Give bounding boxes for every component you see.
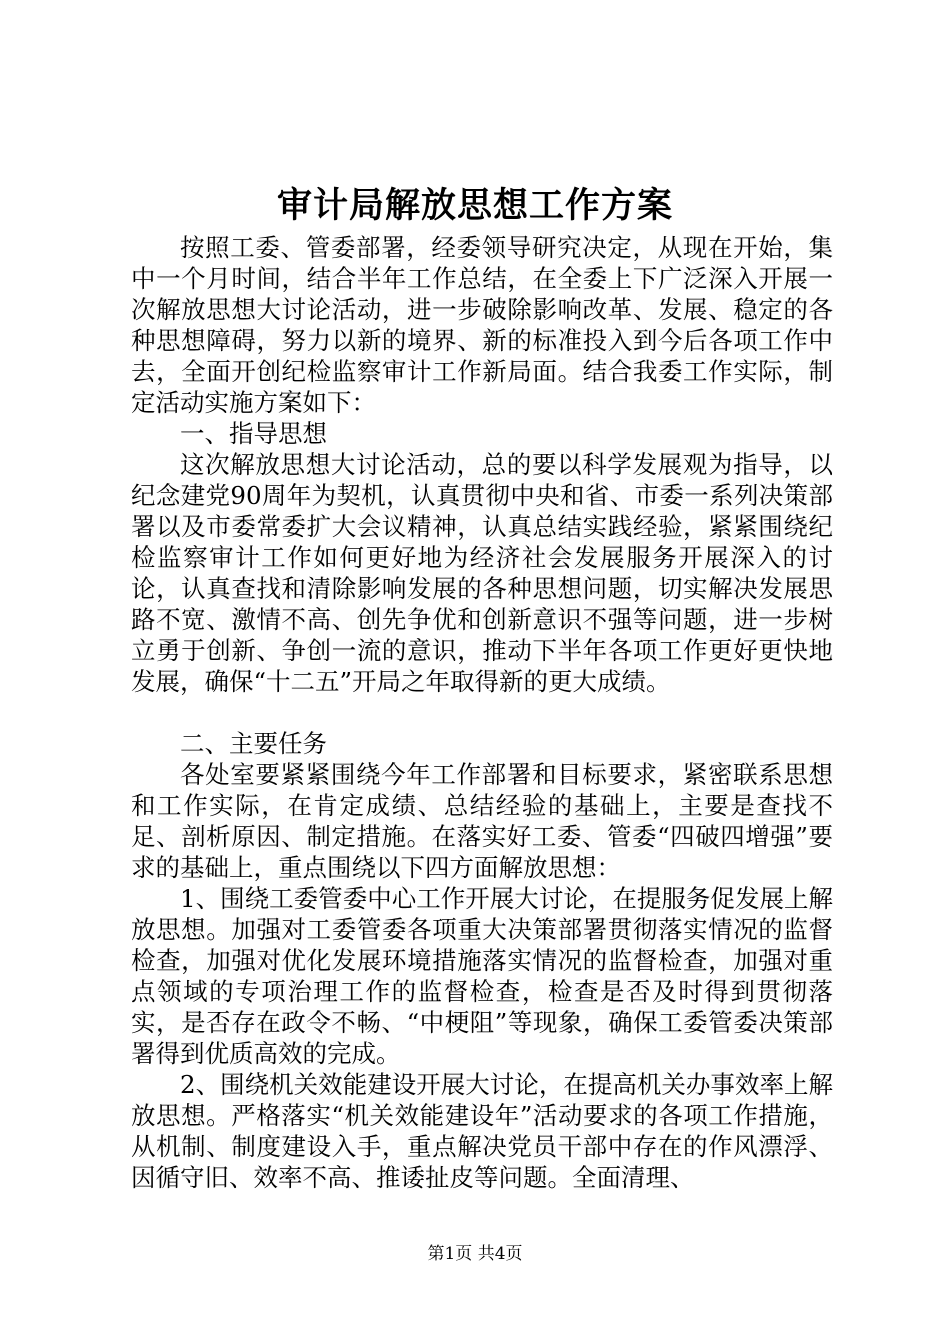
heading-guiding-thought: 一、指导思想 — [180, 419, 327, 448]
paragraph-task-1: 1、围绕工委管委中心工作开展大讨论，在提服务促发展上解放思想。加强对工委管委各项重大决策部署贯彻落实情况的监督检查，加强对优化发展环境措施落实情况的监督检查，加强对重点领域的专项治理工作的监督检查，检查是否及时得到贯彻落实，是否存在政令不畅、“中梗阻”等现象，确保工委管委决策部署得到优质高效的完成。 — [131, 884, 833, 1068]
document-body — [131, 232, 833, 1193]
paragraph-task-2: 2、围绕机关效能建设开展大讨论，在提高机关办事效率上解放思想。严格落实“机关效能建设年”活动要求的各项工作措施，从机制、制度建设入手，重点解决党员干部中存在的作风漂浮、因循守旧、效率不高、推诿扯皮等问题。全面清理、 — [131, 1070, 833, 1192]
paragraph-main-tasks: 各处室要紧紧围绕今年工作部署和目标要求，紧密联系思想和工作实际，在肯定成绩、总结经验的基础上，主要是查找不足、剖析原因、制定措施。在落实好工委、管委“四破四增强”要求的基础上，重点围绕以下四方面解放思想： — [131, 760, 833, 882]
heading-main-tasks: 二、主要任务 — [180, 729, 327, 758]
paragraph-gap — [131, 697, 833, 728]
document-title: 审计局解放思想工作方案 — [276, 185, 673, 226]
paragraph-intro: 按照工委、管委部署，经委领导研究决定，从现在开始，集中一个月时间，结合半年工作总结，在全委上下广泛深入开展一次解放思想大讨论活动，进一步破除影响改革、发展、稳定的各种思想障碍，努力以新的境界、新的标准投入到今后各项工作中去，全面开创纪检监察审计工作新局面。结合我委工作实际，制定活动实施方案如下： — [131, 233, 833, 417]
paragraph-guiding-thought: 这次解放思想大讨论活动，总的要以科学发展观为指导，以纪念建党90周年为契机，认真贯彻中央和省、市委一系列决策部署以及市委常委扩大会议精神，认真总结实践经验，紧紧围绕纪检监察审计工作如何更好地为经济社会发展服务开展深入的讨论，认真查找和清除影响发展的各种思想问题，切实解决发展思路不宽、激情不高、创先争优和创新意识不强等问题，进一步树立勇于创新、争创一流的意识，推动下半年各项工作更好更快地发展，确保“十二五”开局之年取得新的更大成绩。 — [131, 450, 833, 696]
page-footer: 第1页 共4页 — [427, 1244, 523, 1264]
